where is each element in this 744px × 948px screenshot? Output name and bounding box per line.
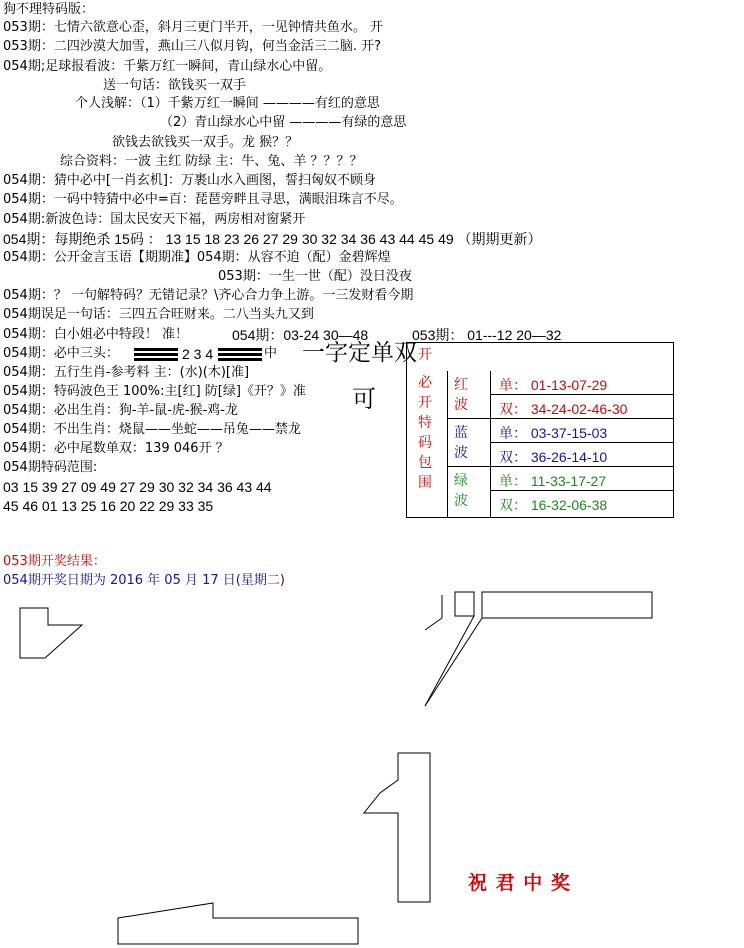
number-range-line: 03 15 39 27 09 49 27 29 30 32 34 36 43 44 <box>3 479 272 495</box>
side-label: 开 <box>418 395 432 411</box>
red-dan-numbers: 单： 01-13-07-29 <box>499 377 608 393</box>
red-shuang-numbers: 双： 34-24-02-46-30 <box>499 401 628 417</box>
text-line: 054期误足一句话：三四五合旺财来。二八当头九又到 <box>3 307 314 322</box>
text-line: 054期:新波色诗：国太民安天下福，两房相对窗紧开 <box>3 212 306 227</box>
text-line: 2 3 4 <box>182 346 214 362</box>
side-label: 必 <box>418 375 432 391</box>
side-label: 围 <box>418 475 432 491</box>
text-line: 054期：猜中必中[一肖玄机]：万裹山水入画图，誓扫匈奴不顾身 <box>3 173 376 188</box>
text-line: 053期： 01---12 20—32 <box>412 327 562 343</box>
text-line: 054期：必中尾数单双：139 046开 ？ <box>3 441 229 456</box>
triple-bar-icon <box>218 348 262 360</box>
text-line: 054期：特码波色王 100%:主[红] 防[绿]《开？》准 <box>3 384 306 399</box>
text-line: 054期;足球报看波：千紫万红一瞬间，青山绿水心中留。 <box>3 59 332 74</box>
base-bar-shape <box>118 903 358 944</box>
overlay-text: 可 <box>352 385 376 413</box>
side-label: 包 <box>418 455 432 471</box>
text-line: 综合资料：一波 主红 防绿 主：牛、兔、羊 ？？？？ <box>60 154 363 169</box>
text-line: 053期：一生一世（配）没日没夜 <box>218 269 412 284</box>
diagonal-line-shape <box>425 595 442 630</box>
triple-bar-icon <box>134 348 178 360</box>
number-range-line: 45 46 01 13 25 16 20 22 29 33 35 <box>3 498 214 514</box>
text-line: 054期：一码中特猜中必中=百：琵琶旁畔且寻思，满眼泪珠言不尽。 <box>3 192 403 207</box>
text-line: 053期：二四沙漠大加雪，燕山三八似月钩，何当金活三二脑. 开? <box>3 39 381 54</box>
blue-wave-label: 波 <box>454 445 468 461</box>
red-wave-label: 红 <box>454 377 468 393</box>
text-line: 中 <box>264 346 278 361</box>
text-line: 054期：白小姐必中特段！ 准！ <box>3 327 188 342</box>
result-header: 053期开奖结果： <box>3 554 106 569</box>
blue-shuang-numbers: 双： 36-26-14-10 <box>499 449 608 465</box>
text-line: （2）青山绿水心中留 ————有绿的意思 <box>160 115 407 130</box>
text-line: 054期：五行生肖-参考料 主：(水)(木)[准] <box>3 365 250 380</box>
text-line: 个人浅解：（1）千紫万红一瞬间 ————有红的意思 <box>75 96 380 111</box>
text-line: 054期特码范围: <box>3 460 98 475</box>
blue-dan-numbers: 单： 03-37-15-03 <box>499 425 608 441</box>
text-line: 054期：每期绝杀 15码 ： 13 15 18 23 26 27 29 30 32 34 36 43 44 45 49 （期期更新） <box>3 231 542 247</box>
decorative-shapes <box>0 580 744 948</box>
wide-box-shape <box>482 592 652 618</box>
page-title: 狗不理特码版： <box>3 2 95 17</box>
red-wave-label: 波 <box>454 397 468 413</box>
text-line: 054期：03-24 30—48 <box>232 327 369 343</box>
green-wave-label: 绿 <box>454 473 468 489</box>
text-line: 054期：不出生肖：烧鼠——坐蛇——吊兔——禁龙 <box>3 422 301 437</box>
draw-date: 054期开奖日期为 2016 年 05 月 17 日(星期二) <box>3 573 285 588</box>
left-flag-shape <box>20 608 82 658</box>
text-line: 054期：必中三头： <box>3 346 119 361</box>
green-dan-numbers: 单： 11-33-17-27 <box>499 473 607 489</box>
blue-wave-label: 蓝 <box>454 425 468 441</box>
congratulations-text: 祝 君 中 奖 <box>468 872 571 894</box>
green-wave-label: 波 <box>454 493 468 509</box>
text-line: 送一句话：欲钱买一双手 <box>103 78 247 93</box>
number-one-shape <box>364 753 430 902</box>
side-label: 开 <box>418 347 432 363</box>
text-line: 054期：公开金言玉语【期期准】054期：从容不迫（配）金碧辉煌 <box>3 250 391 265</box>
text-line: 054期：必出生肖：狗-羊-鼠-虎-猴-鸡-龙 <box>3 403 238 418</box>
side-label: 码 <box>418 435 432 451</box>
text-line: 欲钱去欲钱买一双手。龙 猴？？ <box>112 135 299 150</box>
text-line: 054期：？ 一句解特码？无错记录？\齐心合力争上游。一三发财看今期 <box>3 288 414 303</box>
wave-table <box>406 342 674 518</box>
text-line: 053期：七情六欲意心歪，斜月三更门半开，一见钟情共鱼水。 开 <box>3 20 383 35</box>
side-label: 特 <box>418 415 432 431</box>
overlay-text: 一字定单双 <box>302 340 417 366</box>
small-box-shape <box>455 592 474 616</box>
green-shuang-numbers: 双： 16-32-06-38 <box>499 497 608 513</box>
